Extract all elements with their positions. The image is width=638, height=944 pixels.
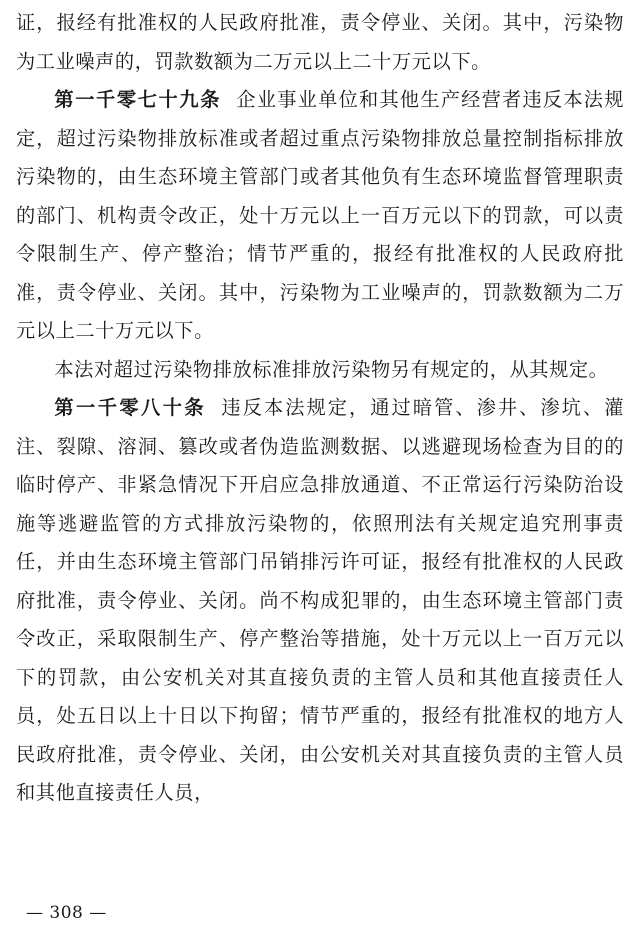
paragraph-text: 企业事业单位和其他生产经营者违反本法规定，超过污染物排放标准或者超过重点污染物排放总量控制指标排放污染物的，由生态环境主管部门或者其他负有生态环境监督管理职责的部门、机构责令改正，处十万元以上一百万元以下的罚款，可以责令限制生产、停产整治；情节严重的，报经有批准权的人民政府批准，责令停业、关闭。其中，污染物为工业噪声的，罚款数额为二万元以上二十万元以下。 (16, 88, 625, 342)
paragraph-continuation (16, 4, 624, 81)
article-title: 第一千零八十条 (54, 396, 207, 419)
document-page (16, 4, 624, 813)
page-number: — 308 — (26, 903, 107, 923)
article-1079-clause-2 (16, 351, 624, 390)
article-1079 (16, 81, 624, 351)
paragraph-text: 违反本法规定，通过暗管、渗井、渗坑、灌注、裂隙、溶洞、篡改或者伪造监测数据、以逃避现场检查为目的的临时停产、非紧急情况下开启应急排放通道、不正常运行污染防治设施等逃避监管的方式排放污染物的，依照刑法有关规定追究刑事责任，并由生态环境主管部门吊销排污许可证，报经有批准权的人民政府批准，责令停业、关闭。尚不构成犯罪的，由生态环境主管部门责令改正，采取限制生产、停产整治等措施，处十万元以上一百万元以下的罚款，由公安机关对其直接负责的主管人员和其他直接责任人员，处五日以上十日以下拘留；情节严重的，报经有批准权的地方人民政府批准，责令停业、关闭，由公安机关对其直接负责的主管人员和其他直接责任人员， (16, 396, 625, 804)
paragraph-text: 证，报经有批准权的人民政府批准，责令停业、关闭。其中，污染物为工业噪声的，罚款数额为二万元以上二十万元以下。 (16, 11, 624, 73)
article-1080 (16, 389, 624, 813)
article-title: 第一千零七十九条 (54, 88, 222, 111)
paragraph-text: 本法对超过污染物排放标准排放污染物另有规定的，从其规定。 (54, 357, 609, 381)
